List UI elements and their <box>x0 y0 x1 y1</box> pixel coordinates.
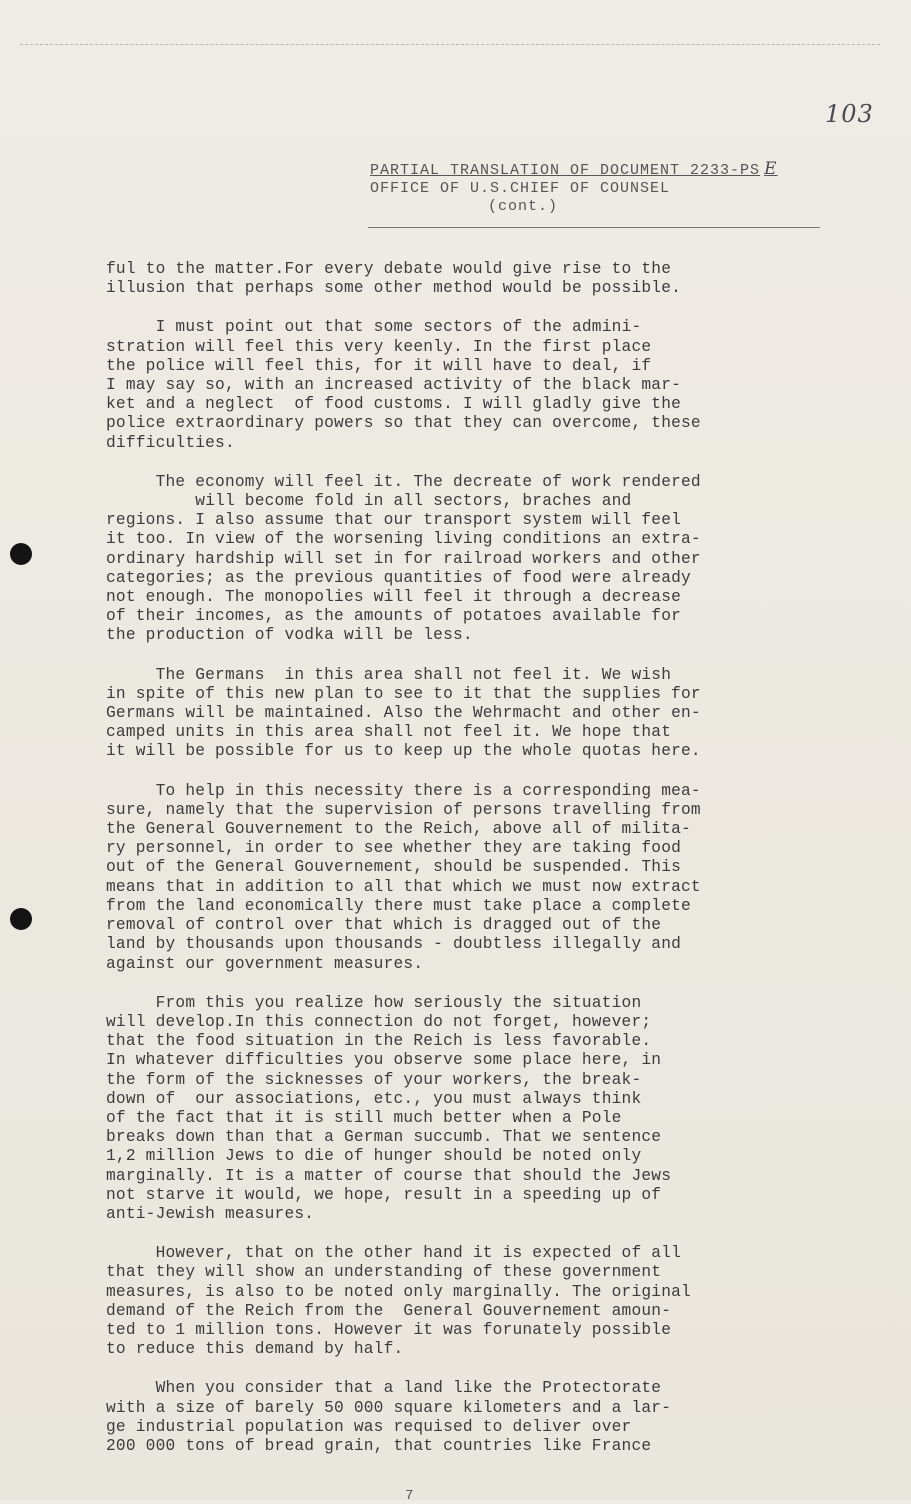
header-title-text: PARTIAL TRANSLATION OF DOCUMENT 2233-PS <box>370 162 761 179</box>
paragraph: When you consider that a land like the Protectorate with a size of barely 50 000 square kilometers and a lar- ge industrial population was requised to deliver over 200 000 tons of bread grain, that countries like France <box>106 1379 672 1455</box>
punch-hole <box>10 908 32 930</box>
paragraph: From this you realize how seriously the situation will develop.In this connection do not forget, however; that the food situation in the Reich is less favorable. In whatever difficulties you observe some place here, in the form of the sicknesses of your workers, the break- down of our associations, etc., you must always think of the fact that it is still much better when a Pole breaks down than that a German succumb. That we sentence 1,2 million Jews to die of hunger should be noted only marginally. It is a matter of course that should the Jews not starve it would, we hope, result in a speeding up of anti-Jewish measures. <box>106 993 672 1223</box>
paragraph: However, that on the other hand it is expected of all that they will show an understanding of these government measures, is also to be noted only marginally. The original demand of the Reich from the General Gouvernement amoun- ted to 1 million tons. However it was forunately possible to reduce this demand by half. <box>106 1244 691 1359</box>
paragraph: To help in this necessity there is a corresponding mea- sure, namely that the supervision of persons travelling from the General Gouvernement to the Reich, above all of milita- ry personnel, in order to see whether they are taking food out of the General Gouvernement, should be suspended. This means that in addition to all that which we must now extract from the land economically there must take place a complete removal of control over that which is dragged out of the land by thousands upon thousands - doubtless illegally and against our government measures. <box>106 781 701 973</box>
header-handwritten-mark: E <box>764 159 778 179</box>
header-title <box>370 160 777 180</box>
paragraph: The economy will feel it. The decreate of work rendered will become fold in all sectors, braches and regions. I also assume that our transport system will feel it too. In view of the worsening living conditions an extra- ordinary hardship will set in for railroad workers and other categories; as the previous quantities of food were already not enough. The monopolies will feel it through a decrease of their incomes, as the amounts of potatoes available for the production of vodka will be less. <box>106 472 701 645</box>
paragraph: I must point out that some sectors of the admini- stration will feel this very keenly. In the first place the police will feel this, for it will have to deal, if I may say so, with an increased activity of the black mar- ket and a neglect of food customs. I will gladly give the police extraordinary powers so that they can overcome, these difficulties. <box>106 318 701 452</box>
punch-hole <box>10 543 32 565</box>
top-dashed-rule <box>20 44 880 45</box>
footer-page-mark: 7 <box>405 1488 414 1504</box>
header-rule <box>368 227 820 228</box>
header-office: OFFICE OF U.S.CHIEF OF COUNSEL <box>370 180 671 197</box>
header-continued: (cont.) <box>488 198 559 215</box>
body-text <box>106 260 831 1476</box>
paragraph: The Germans in this area shall not feel it. We wish in spite of this new plan to see to it that the supplies for Germans will be maintained. Also the Wehrmacht and other en- camped units in this area shall not feel it. We hope that it will be possible for us to keep up the whole quotas here. <box>106 665 701 761</box>
handwritten-page-number: 103 <box>825 100 874 128</box>
paragraph: ful to the matter.For every debate would give rise to the illusion that perhaps some other method would be possible. <box>106 260 682 298</box>
document-header <box>370 160 777 216</box>
